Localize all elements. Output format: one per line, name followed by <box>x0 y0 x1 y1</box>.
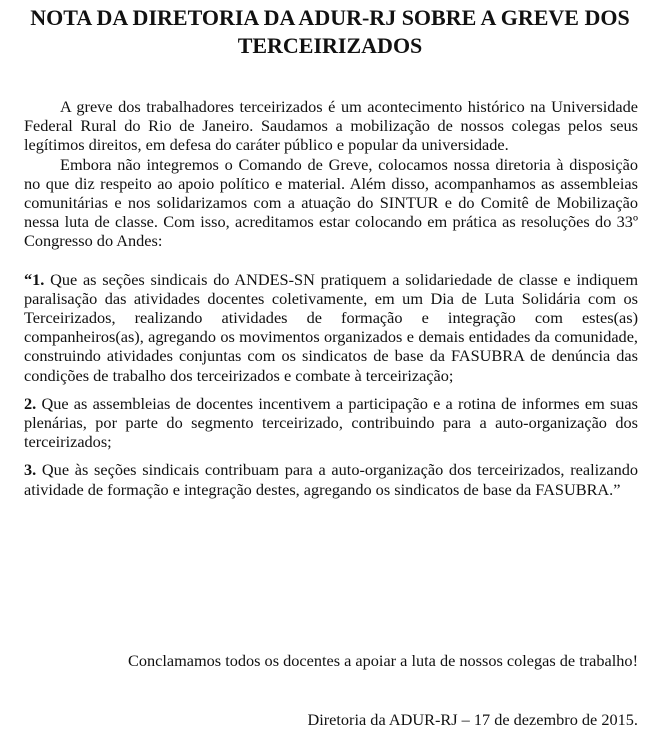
resolution-2 <box>24 394 638 452</box>
resolution-2-number: 2. <box>24 393 37 413</box>
document-title: NOTA DA DIRETORIA DA ADUR-RJ SOBRE A GREVE DOS TERCEIRIZADOS <box>30 5 630 58</box>
paragraph-intro: A greve dos trabalhadores terceirizados é um acontecimento histórico na Universidade Federal Rural do Rio de Janeiro. Saudamos a mobilização de nossos colegas pelos seus legítimos direitos, em defesa do caráter público e popular da universidade. <box>24 97 638 155</box>
paragraph-support: Embora não integremos o Comando de Greve, colocamos nossa diretoria à disposição no que diz respeito ao apoio político e material. Além disso, acompanhamos as assembleias comunitárias e nos solidarizamos com a atuação do SINTUR e do Comitê de Mobilização nessa luta de classe. Com isso, acreditamos estar colocando em prática as resoluções do 33º Congresso do Andes: <box>24 154 638 251</box>
resolution-1-number: 1. <box>32 269 45 289</box>
closing-statement: Conclamamos todos os docentes a apoiar a luta de nossos colegas de trabalho! <box>127 651 638 670</box>
resolution-1-text: Que as seções sindicais do ANDES-SN pratiquem a solidariedade de classe e indiquem paralisação das atividades docentes coletivamente, em um Dia de Luta Solidária com os Terceirizados, realizando atividades de formação e integração com estes(as) companheiros(as), agregando os movimentos organizados e demais entidades da comunidade, construindo atividades conjuntas com os sindicatos de base da FASUBRA de denúncia das condições de trabalho dos terceirizados e combate à terceirização; <box>24 269 638 385</box>
resolution-1 <box>24 270 638 385</box>
signature-line: Diretoria da ADUR-RJ – 17 de dezembro de 2015. <box>307 710 638 729</box>
resolution-3-text: Que às seções sindicais contribuam para a auto-organização dos terceirizados, realizando atividade de formação e integração destes, agregando os sindicatos de base da FASUBRA.” <box>24 460 638 499</box>
resolution-3 <box>24 460 638 498</box>
resolution-1-quote: “ <box>24 269 33 289</box>
resolution-3-number: 3. <box>24 460 37 480</box>
document-body <box>24 97 638 499</box>
resolution-2-text: Que as assembleias de docentes incentivem a participação e a rotina de informes em suas plenárias, por parte do segmento terceirizado, contribuindo para a auto-organização dos terceirizados; <box>24 393 638 452</box>
